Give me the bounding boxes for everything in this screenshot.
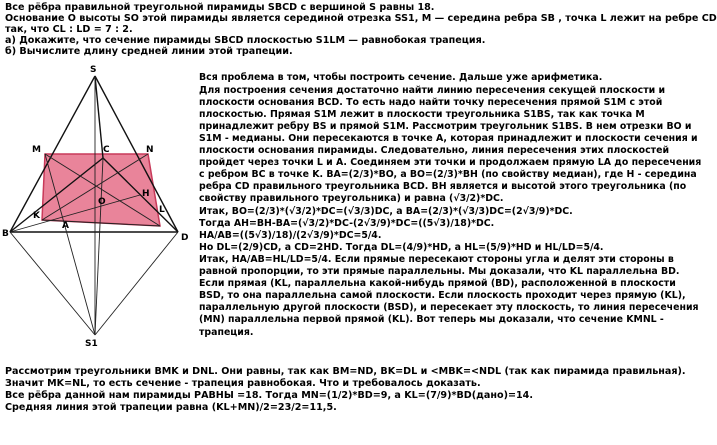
problem-line: а) Докажите, что сечение пирамиды SBCD плоскостью S1LM — равнобокая трапеция. [5, 35, 486, 46]
solution-line: свойству правильного треугольника) и равна (√3/2)*DC. [199, 193, 504, 204]
problem-line: так, что CL : LD = 7 : 2. [5, 24, 133, 35]
label-a: A [62, 221, 69, 231]
label-c: C [103, 145, 110, 155]
line-bs1 [10, 232, 95, 335]
solution-line: Если прямая (KL, параллельна какой-нибудь прямой (BD), расположенной в плоскости [199, 278, 676, 289]
solution-line: с ребром BC в точке K. BA=(2/3)*BO, a BO=(2/3)*BH (по свойству медиан), где H - середина [199, 169, 697, 180]
solution-line: BSD, то она параллельна самой плоскости. Если плоскость проходит через прямую (KL), [199, 290, 686, 301]
solution-line: плоскости основания пирамиды. Следовательно, линия пересечения этих плоскостей [199, 145, 670, 156]
label-l: L [159, 205, 165, 215]
solution-line: параллельную другой плоскости (BSD), и пересекает эту плоскость, то линия пересечения [199, 302, 699, 313]
label-m: M [32, 145, 41, 155]
solution-line: плоскости основания BCD. То есть надо найти точку пересечения прямой S1M с этой [199, 97, 663, 108]
solution-line: Тогда AH=BH-BA=(√3/2)*DC-(2√3/9)*DC=((5√3)/18)*DC. [199, 218, 495, 229]
line-ds1 [95, 232, 178, 335]
label-s1: S1 [85, 339, 98, 349]
conclusion-line: Рассмотрим треугольники BMK и DNL. Они равны, так как BM=ND, BK=DL и <MBK=<NDL (так как пирамида правильная). [5, 366, 686, 377]
solution-line: (MN) параллельна первой прямой (KL). Вот теперь мы доказали, что сечение KMNL - [199, 314, 664, 325]
label-k: K [33, 211, 40, 221]
problem-line: Все рёбра правильной треугольной пирамиды SBCD с вершиной S равны 18. [5, 2, 435, 13]
solution-line: ребра CD правильного треугольника BCD. BH является и высотой этого треугольника (по [199, 181, 687, 192]
solution-line: HA/AB=((5√3)/18)/(2√3/9)*DC=5/4. [199, 230, 382, 241]
label-h: H [142, 189, 150, 199]
label-d: D [181, 233, 189, 243]
solution-line: принадлежит ребру BS и прямой S1M. Рассмотрим треугольник S1BS. В нем отрезки BO и [199, 121, 692, 132]
problem-line: б) Вычислите длину средней линии этой трапеции. [5, 46, 293, 57]
conclusion-line: Средняя линия этой трапеции равна (KL+MN)/2=23/2=11,5. [5, 402, 337, 413]
solution-line: пройдет через точки L и A. Соединяем эти точки и продолжаем прямую LA до пересечения [199, 157, 702, 168]
solution-line: S1M - медианы. Они пересекаются в точке A, которая принадлежит и плоскости сечения и [199, 133, 698, 144]
solution-line: Вся проблема в том, чтобы построить сечение. Дальше уже арифметика. [199, 72, 603, 83]
pyramid-figure [0, 62, 200, 357]
label-o: O [98, 197, 106, 207]
label-b: B [2, 229, 9, 239]
solution-line: Для построения сечения достаточно найти линию пересечения секущей плоскости и [199, 85, 666, 96]
solution-line: равной пропорции, то эти прямые параллельны. Мы доказали, что KL параллельна BD. [199, 266, 680, 277]
solution-line: Итак, HA/AB=HL/LD=5/4. Если прямые пересекают стороны угла и делят эти стороны в [199, 254, 674, 265]
conclusion-line: Значит MK=NL, то есть сечение - трапеция равнобокая. Что и требовалось доказать. [5, 378, 481, 389]
label-s: S [90, 65, 97, 75]
solution-line: Но DL=(2/9)CD, a CD=2HD. Тогда DL=(4/9)*HD, a HL=(5/9)*HD и HL/LD=5/4. [199, 242, 604, 253]
problem-line: Основание O высоты SO этой пирамиды является серединой отрезка SS1, M — середина ребра SB , точка L лежит на ребре CD [5, 13, 717, 24]
label-n: N [146, 145, 154, 155]
conclusion-line: Все рёбра данной нам пирамиды РАВНЫ =18. Тогда MN=(1/2)*BD=9, а KL=(7/9)*BD(дано)=14. [5, 390, 533, 401]
solution-line: Итак, BO=(2/3)*(√3/2)*DC=(√3/3)DC, а BA=(2/3)*(√3/3)DC=(2√3/9)*DC. [199, 206, 573, 217]
solution-line: плоскостью. Прямая S1M лежит в плоскости треугольника S1BS, так как точка M [199, 109, 645, 120]
solution-line: трапеция. [199, 327, 254, 338]
